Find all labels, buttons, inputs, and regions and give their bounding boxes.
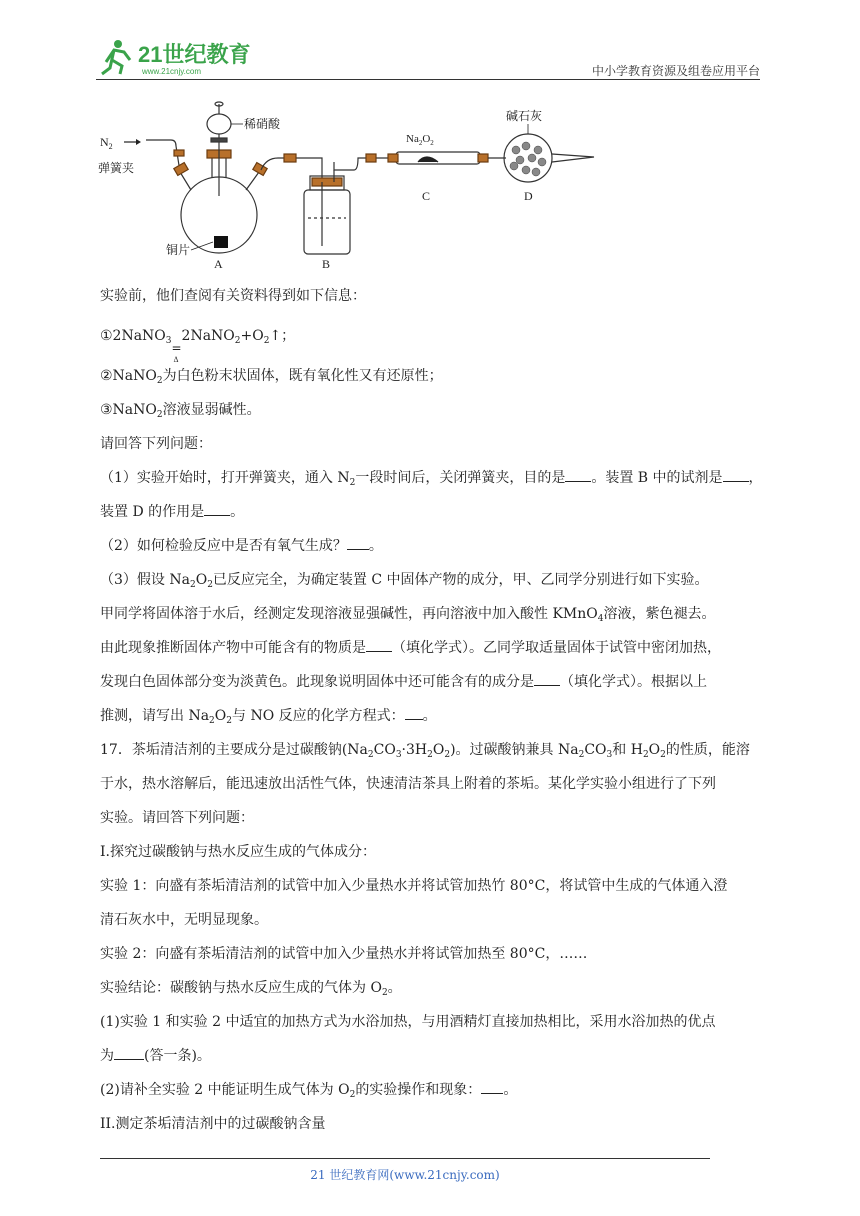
text-line: ②NaNO$_2$为白色粉末状固体，既有氧化性又有还原性；	[100, 368, 443, 386]
text-line: 于水，热水溶解后，能迅速放出活性气体，快速清洁茶具上附着的茶垢。某化学实验小组进行了下列	[100, 776, 716, 792]
header-platform-text: 中小学教育资源及组卷应用平台	[591, 64, 760, 78]
tube-c	[396, 152, 480, 164]
text-line: （3）假设 $Na_2O_2$已反应完全，为确定装置 C 中固体产物的成分，甲、乙同学分别进行如下实验。	[100, 572, 709, 590]
footer-divider	[100, 1158, 710, 1159]
runner-icon	[102, 40, 130, 74]
site-logo	[96, 38, 266, 78]
text-line: ①2NaNO$_3$ = Δ $2NaNO_2+O_2↑$；	[100, 328, 296, 364]
text-line: 装置 D 的作用是 。	[100, 504, 245, 520]
section-heading: I.探究过碳酸钠与热水反应生成的气体成分：	[100, 844, 376, 860]
text-line: 由此现象推断固体产物中可能含有的物质是 （填化学式）。乙同学取适量固体于试管中密闭加热，	[100, 640, 721, 656]
answer-blank	[481, 1080, 503, 1094]
dropping-funnel	[207, 114, 231, 134]
n2-label: $N_2$	[100, 135, 113, 151]
text-line: 发现白色固体部分变为淡黄色。此现象说明固体中还可能含有的成分是 （填化学式）。根据以上	[100, 674, 707, 690]
logo-text: 21世纪教育	[138, 42, 251, 67]
acid-label: 稀硝酸	[244, 117, 281, 131]
answer-blank	[347, 536, 369, 550]
wash-bottle-b	[304, 190, 350, 254]
text-line: 请回答下列问题：	[100, 436, 212, 452]
label-c: C	[422, 189, 431, 203]
answer-blank	[405, 706, 423, 720]
text-line: 推测，请写出 $Na_2O_2$与 NO 反应的化学方程式： 。	[100, 708, 437, 726]
footer-text[interactable]: 21 世纪教育网(www.21cnjy.com)	[310, 1168, 500, 1182]
text-line: （1）实验开始时，打开弹簧夹，通入 $N_2$一段时间后，关闭弹簧夹，目的是 。装置 B 中的试剂是 ，	[100, 470, 763, 488]
answer-blank	[723, 468, 749, 482]
soda-lime-label: 碱石灰	[506, 109, 543, 123]
copper-piece	[214, 236, 228, 248]
section-heading: II.测定茶垢清洁剂中的过碳酸钠含量	[100, 1116, 326, 1132]
text-line: （2）如何检验反应中是否有氧气生成？ 。	[100, 538, 383, 554]
answer-blank	[114, 1046, 144, 1060]
text-line: 17．茶垢清洁剂的主要成分是过碳酸钠$(Na_2CO_3\cdot 3H_2O_2)$。过碳酸钠兼具 $Na_2CO_3$和 $H_2O_2$的性质，能溶	[100, 742, 750, 760]
text-line: 实验前，他们查阅有关资料得到如下信息：	[100, 288, 366, 304]
text-line: ③NaNO$_2$溶液显弱碱性。	[100, 402, 261, 420]
na2o2-label: $Na_2O_2$	[406, 133, 434, 147]
text-line: (2)请补全实验 2 中能证明生成气体为 $O_2$的实验操作和现象： 。	[100, 1082, 518, 1100]
text-line: 为 (答一条)。	[100, 1048, 211, 1064]
label-b: B	[322, 257, 331, 271]
text-line: 甲同学将固体溶于水后，经测定发现溶液显强碱性，再向溶液中加入酸性 KMnO$_4$溶液，紫色褪去。	[100, 606, 716, 624]
answer-blank	[565, 468, 591, 482]
text-line: 实验。请回答下列问题：	[100, 810, 254, 826]
logo-url: www.21cnjy.com	[142, 67, 201, 76]
spring-clamp-icon	[174, 150, 184, 156]
text-line: 清石灰水中，无明显现象。	[100, 912, 268, 928]
answer-blank	[534, 672, 560, 686]
text-line: (1)实验 1 和实验 2 中适宜的加热方式为水浴加热，与用酒精灯直接加热相比，采用水浴加热的优点	[100, 1014, 716, 1030]
label-d: D	[524, 189, 533, 203]
copper-label: 铜片	[166, 243, 191, 257]
text-line: 实验 2：向盛有茶垢清洁剂的试管中加入少量热水并将试管加热至 80°C，……	[100, 946, 588, 962]
header-divider	[96, 79, 760, 80]
text-line: 实验结论：碳酸钠与热水反应生成的气体为 $O_2$。	[100, 980, 402, 998]
text-line: 实验 1：向盛有茶垢清洁剂的试管中加入少量热水并将试管加热竹 80°C，将试管中生成的气体通入澄	[100, 878, 728, 894]
answer-blank	[366, 638, 392, 652]
answer-blank	[204, 502, 230, 516]
spring-clamp-label: 弹簧夹	[98, 161, 135, 175]
apparatus-figure	[96, 100, 606, 275]
label-a: A	[214, 257, 223, 271]
